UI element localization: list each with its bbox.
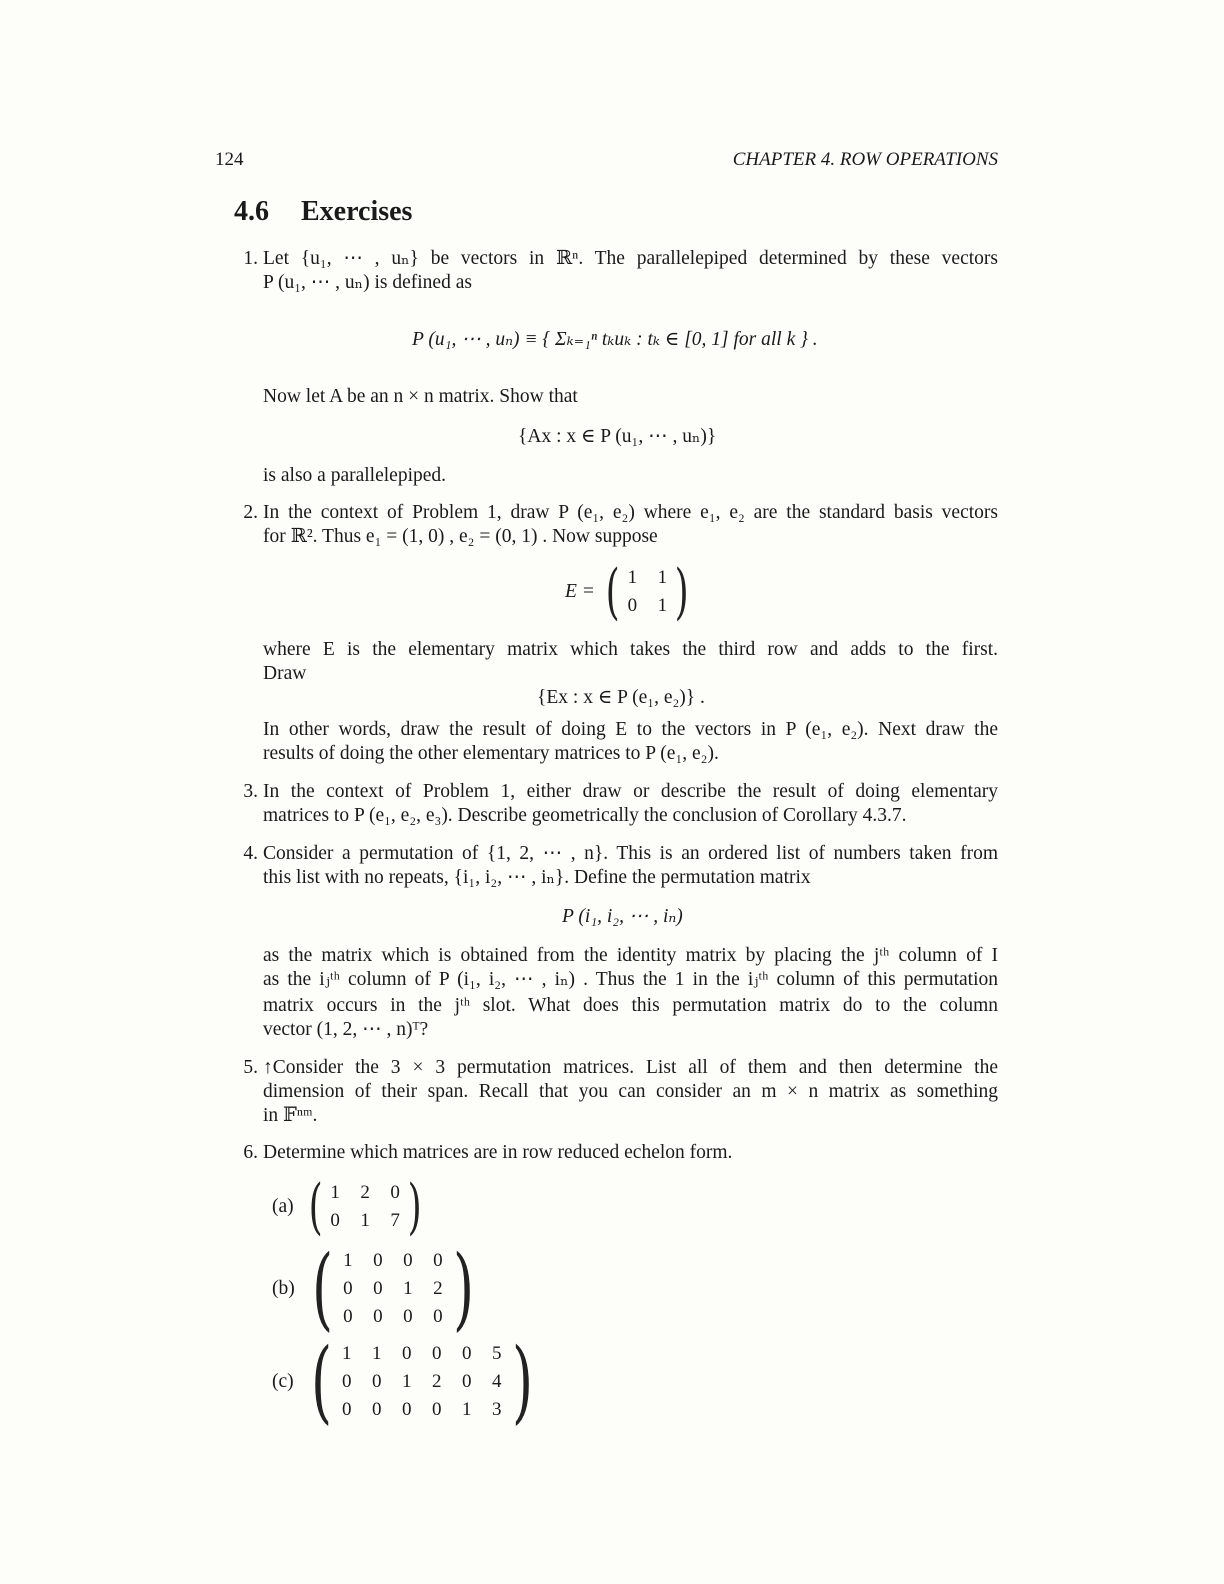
right-paren: ) xyxy=(407,1172,422,1242)
matrix-cell: 0 xyxy=(402,1343,412,1364)
matrix-cell: 1 xyxy=(462,1399,472,1420)
matrix-grid xyxy=(327,1181,403,1233)
matrix-cell: 1 xyxy=(330,1182,340,1203)
exercise-number: 6. xyxy=(243,1142,258,1163)
exercise-text-line: results of doing the other elementary matrices to P (e₁, e₂). xyxy=(263,743,719,764)
matrix-grid xyxy=(624,566,670,618)
exercise-text-line: In other words, draw the result of doing E to the vectors in P (e₁, e₂). Next draw the xyxy=(263,719,998,740)
matrix-cell: 0 xyxy=(390,1182,400,1203)
matrix-label: E = xyxy=(565,581,595,602)
matrix-cell: 1 xyxy=(657,595,668,616)
matrix-cell: 0 xyxy=(462,1343,472,1364)
exercise-text-line: for ℝ². Thus e₁ = (1, 0) , e₂ = (0, 1) . Now suppose xyxy=(263,526,658,547)
exercise-text-line: In the context of Problem 1, draw P (e₁, e₂) where e₁, e₂ are the standard basis vectors xyxy=(263,502,998,523)
right-paren: ) xyxy=(511,1329,533,1434)
matrix-cell: 1 xyxy=(343,1250,353,1271)
exercise-text-line: as the matrix which is obtained from the identity matrix by placing the jᵗʰ column of I xyxy=(263,945,998,966)
exercise-number: 3. xyxy=(243,781,258,802)
exercise-number: 4. xyxy=(243,843,258,864)
matrix-cell: 0 xyxy=(372,1399,382,1420)
exercise-text-line: In the context of Problem 1, either draw or describe the result of doing elementary xyxy=(263,781,998,802)
matrix-cell: 0 xyxy=(433,1306,443,1327)
matrix-cell: 2 xyxy=(433,1278,443,1299)
matrix-cell: 1 xyxy=(627,567,638,588)
matrix-cell: 0 xyxy=(373,1278,383,1299)
display-equation: {Ex : x ∈ P (e₁, e₂)} . xyxy=(537,687,705,708)
exercise-text-line: as the iⱼᵗʰ column of P (i₁, i₂, ⋯ , iₙ) . Thus the 1 in the iⱼᵗʰ column of this permutation xyxy=(263,969,998,990)
display-equation: {Ax : x ∈ P (u₁, ⋯ , uₙ)} xyxy=(518,426,717,447)
matrix-cell: 1 xyxy=(657,567,668,588)
part-label: (c) xyxy=(272,1371,294,1392)
exercise-text-line: Determine which matrices are in row reduced echelon form. xyxy=(263,1142,733,1163)
matrix-cell: 4 xyxy=(492,1371,502,1392)
section-title: Exercises xyxy=(301,196,413,227)
exercise-text-line: P (u₁, ⋯ , uₙ) is defined as xyxy=(263,272,472,293)
section-number: 4.6 xyxy=(234,196,269,227)
matrix-cell: 0 xyxy=(342,1371,352,1392)
matrix-grid xyxy=(339,1342,505,1422)
exercise-text-line: vector (1, 2, ⋯ , n)ᵀ? xyxy=(263,1019,429,1040)
matrix-cell: 0 xyxy=(330,1210,340,1231)
matrix-cell: 0 xyxy=(402,1399,412,1420)
matrix-E xyxy=(565,557,694,627)
matrix-cell: 3 xyxy=(492,1399,502,1420)
matrix-cell: 0 xyxy=(432,1343,442,1364)
matrix-cell: 0 xyxy=(373,1250,383,1271)
matrix-cell: 7 xyxy=(390,1210,400,1231)
exercise-text-line: matrices to P (e₁, e₂, e₃). Describe geometrically the conclusion of Corollary 4.3.7. xyxy=(263,805,907,826)
exercise-number: 2. xyxy=(243,502,258,523)
exercise-text-line: where E is the elementary matrix which takes the third row and adds to the first. xyxy=(263,639,998,660)
right-paren: ) xyxy=(452,1236,474,1341)
matrix-cell: 0 xyxy=(627,595,638,616)
matrix-cell: 2 xyxy=(360,1182,370,1203)
part-label: (b) xyxy=(272,1278,295,1299)
matrix-part-a xyxy=(272,1172,427,1242)
exercise-text-line: Let {u₁, ⋯ , uₙ} be vectors in ℝⁿ. The parallelepiped determined by these vectors xyxy=(263,248,998,269)
matrix-cell: 1 xyxy=(403,1278,413,1299)
exercise-text-line: Draw xyxy=(263,663,307,684)
exercise-text-line: is also a parallelepiped. xyxy=(263,465,447,486)
matrix-cell: 5 xyxy=(492,1343,502,1364)
page-number: 124 xyxy=(215,149,244,170)
left-paren: ( xyxy=(605,557,620,627)
matrix-part-b xyxy=(272,1236,481,1341)
matrix-cell: 1 xyxy=(360,1210,370,1231)
exercise-text-line: ↑Consider the 3 × 3 permutation matrices. List all of them and then determine the xyxy=(263,1057,998,1078)
matrix-cell: 0 xyxy=(432,1399,442,1420)
matrix-grid xyxy=(340,1249,446,1329)
matrix-cell: 1 xyxy=(372,1343,382,1364)
matrix-cell: 0 xyxy=(433,1250,443,1271)
exercise-number: 5. xyxy=(243,1057,258,1078)
matrix-cell: 2 xyxy=(432,1371,442,1392)
exercise-text-line: dimension of their span. Recall that you can consider an m × n matrix as something xyxy=(263,1081,998,1102)
matrix-cell: 1 xyxy=(402,1371,412,1392)
exercise-number: 1. xyxy=(243,248,258,269)
part-label: (a) xyxy=(272,1196,294,1217)
matrix-cell: 0 xyxy=(343,1306,353,1327)
matrix-cell: 0 xyxy=(343,1278,353,1299)
matrix-cell: 1 xyxy=(342,1343,352,1364)
matrix-cell: 0 xyxy=(372,1371,382,1392)
matrix-cell: 0 xyxy=(403,1306,413,1327)
exercise-text-line: Now let A be an n × n matrix. Show that xyxy=(263,386,578,407)
matrix-cell: 0 xyxy=(373,1306,383,1327)
display-equation: P (u₁, ⋯ , uₙ) ≡ { Σₖ₌₁ⁿ tₖuₖ : tₖ ∈ [0, 1] for all k } . xyxy=(412,329,818,350)
matrix-cell: 0 xyxy=(342,1399,352,1420)
left-paren: ( xyxy=(311,1236,333,1341)
right-paren: ) xyxy=(675,557,690,627)
left-paren: ( xyxy=(310,1329,332,1434)
exercise-text-line: matrix occurs in the jᵗʰ slot. What does this permutation matrix do to the column xyxy=(263,995,998,1016)
matrix-part-c xyxy=(272,1329,540,1434)
exercise-text-line: in 𝔽ⁿᵐ. xyxy=(263,1105,318,1126)
running-header: CHAPTER 4. ROW OPERATIONS xyxy=(732,149,998,170)
exercise-text-line: Consider a permutation of {1, 2, ⋯ , n}. This is an ordered list of numbers taken from xyxy=(263,843,998,864)
matrix-cell: 0 xyxy=(403,1250,413,1271)
section-heading xyxy=(234,196,413,227)
matrix-cell: 0 xyxy=(462,1371,472,1392)
exercise-text-line: this list with no repeats, {i₁, i₂, ⋯ , iₙ}. Define the permutation matrix xyxy=(263,867,811,888)
display-equation: P (i₁, i₂, ⋯ , iₙ) xyxy=(562,906,683,927)
left-paren: ( xyxy=(308,1172,323,1242)
